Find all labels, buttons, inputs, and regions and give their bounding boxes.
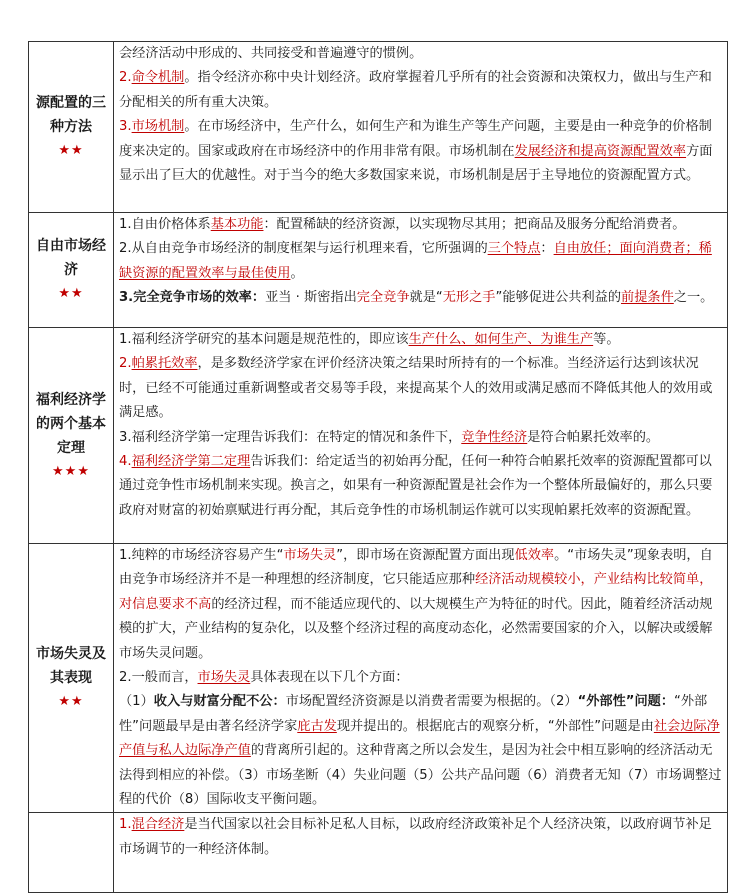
text-run: 。“市场失灵”现象表明，自由竞争市场经济并不是一种理想的经济制度，它只能适应那种: [119, 548, 713, 588]
content-paragraph: [119, 237, 723, 286]
text-run: 2.: [119, 70, 132, 86]
text-run: 市场机制: [131, 119, 185, 135]
topic-title: [32, 234, 110, 282]
text-run: 市场失灵: [197, 670, 251, 686]
topic-title: [32, 642, 110, 690]
text-run: 4.: [119, 454, 132, 470]
content-paragraph: [119, 213, 723, 237]
content-paragraph: [119, 115, 723, 188]
text-run: 方面显示出了巨大的优越性。对于当今的绝大多数国家来说，市场机制是居于主导地位的资源配置方式。: [119, 143, 713, 184]
text-run: 现并提出的。根据庇古的观察分析，“外部性”问题是由: [336, 718, 654, 734]
text-run: 会经济活动中形成的、共同接受和普遍遵守的惯例。: [119, 46, 423, 61]
topic-line: 源配置的三: [36, 95, 106, 111]
text-run: 3.: [119, 119, 132, 135]
notes-table: [28, 41, 728, 893]
importance-stars: ★★: [58, 694, 84, 710]
text-run: 是符合帕累托效率的。: [527, 429, 660, 445]
text-run: ”能够促进公共利益的: [495, 290, 622, 306]
text-run: 具体表现在以下几个方面：: [250, 670, 409, 686]
importance-stars: ★★: [58, 143, 84, 158]
topic-cell: [29, 213, 114, 328]
content-paragraph: [119, 66, 723, 115]
content-cell: [114, 544, 728, 813]
content-paragraph: [119, 544, 723, 666]
text-run: ：: [540, 241, 554, 257]
text-run: 3.完全竞争市场的效率：: [119, 290, 266, 306]
text-run: 3.福利经济学第一定理告诉我们：在特定的情况和条件下，: [119, 429, 462, 445]
topic-cell: [29, 328, 114, 544]
text-run: 自由放任；面向消费者；稀缺资源的配置效率与最佳使用: [119, 241, 712, 281]
content-paragraph: [119, 690, 723, 812]
topic-line: 福利经济学: [36, 391, 106, 408]
text-run: 三个特点: [487, 241, 541, 257]
text-run: ：配置稀缺的经济资源，以实现物尽其用；把商品及服务分配给消费者。: [263, 217, 686, 232]
topic-title: [32, 91, 110, 139]
topic-title: [32, 388, 110, 460]
topic-line: 济: [64, 262, 78, 278]
text-run: 就是“: [409, 290, 443, 306]
text-run: 帕累托效率: [131, 356, 198, 372]
text-run: 经济活动规模较小，产业结构比较简单，对信息要求不高: [119, 572, 713, 612]
text-run: 福利经济学第二定理: [131, 454, 251, 470]
text-run: 混合经济: [131, 817, 185, 833]
text-run: 市场失灵: [283, 548, 337, 563]
text-run: 无形之手: [442, 290, 496, 306]
text-run: 的经济过程，而不能适应现代的、以大规模生产为特征的时代。因此，随着经济活动规模的扩大，产业结构的复杂化，以及整个经济过程的高度动态化，必然需要国家的介入，以解决或缓解市场失灵问题。: [119, 596, 713, 661]
table-row: [29, 544, 728, 813]
text-run: 完全竞争: [356, 290, 410, 306]
text-run: “外部性”问题：: [577, 694, 675, 710]
topic-line: 自由市场经: [36, 238, 106, 254]
content-cell: [114, 42, 728, 213]
text-run: 竞争性经济: [461, 429, 528, 445]
content-paragraph: [119, 42, 723, 66]
importance-stars: ★★★: [52, 463, 90, 479]
text-run: 2.从自由竞争市场经济的制度框架与运行机理来看，它所强调的: [119, 241, 488, 257]
table-row: [29, 328, 728, 544]
text-run: 命令机制: [131, 70, 185, 86]
text-run: 。在市场经济中，生产什么，如何生产和为谁生产等生产问题，主要是由一种竞争的价格制度来决定的。国家或政府在市场经济中的作用非常有限。市场机制在: [119, 119, 712, 159]
text-run: 告诉我们：给定适当的初始再分配，任何一种符合帕累托效率的资源配置都可以通过竞争性市场机制来实现。换言之，如果有一种资源配置是社会作为一个整体所最偏好的，那么只要政府对财富的初始禀赋进行再分配，其后竞争性的市场机制运作就可以实现帕累托效率的资源配置。: [119, 454, 713, 518]
content-paragraph: [119, 352, 723, 425]
text-run: 1.自由价格体系: [119, 217, 211, 232]
content-paragraph: [119, 328, 723, 352]
text-run: 。指令经济亦称中央计划经济。政府掌握着几乎所有的社会资源和决策权力，做出与生产和分配相关的所有重大决策。: [119, 70, 712, 110]
table-row: [29, 813, 728, 893]
topic-line: 市场失灵及: [36, 646, 106, 663]
table-row: [29, 42, 728, 213]
topic-line: 的两个基本: [36, 415, 106, 432]
text-run: 发展经济和提高资源配置效率: [514, 143, 687, 159]
importance-stars: ★★: [58, 286, 84, 301]
text-run: 低效率: [514, 548, 555, 563]
text-run: 前提条件: [621, 290, 674, 306]
topic-line: 定理: [57, 439, 85, 456]
text-run: “外部性”问题最早是由著名经济学家: [119, 694, 708, 734]
content-cell: [114, 328, 728, 544]
text-run: 庇古发: [297, 718, 337, 734]
topic-line: 种方法: [50, 119, 92, 135]
content-paragraph: [119, 813, 723, 862]
text-run: 1.福利经济学研究的基本问题是规范性的，即应该: [119, 332, 409, 347]
text-run: 2.一般而言，: [119, 670, 198, 686]
text-run: 基本功能: [210, 217, 264, 232]
content-cell: [114, 813, 728, 893]
text-run: 1.: [119, 817, 132, 833]
topic-line: 其表现: [50, 670, 92, 687]
text-run: （1）: [119, 694, 154, 710]
text-run: 收入与财富分配不公：: [153, 694, 286, 710]
text-run: 之一。: [673, 290, 714, 306]
text-run: ”，即市场在资源配置方面出现: [336, 548, 515, 563]
content-paragraph: [119, 450, 723, 523]
text-run: 1.纯粹的市场经济容易产生“: [119, 548, 284, 563]
content-cell: [114, 213, 728, 328]
topic-cell: [29, 813, 114, 893]
content-paragraph: [119, 286, 723, 310]
text-run: ，是多数经济学家在评价经济决策之结果时所持有的一个标准。当经济运行达到该状况时，已经不可能通过重新调整或者交易等手段，来提高某个人的效用或满足感而不降低其他人的效用或满足感。: [119, 356, 713, 421]
text-run: 亚当 · 斯密指出: [265, 290, 357, 306]
text-run: 2.: [119, 356, 132, 372]
text-run: 等。: [593, 332, 620, 347]
content-paragraph: [119, 426, 723, 450]
text-run: 市场配置经济资源是以消费者需要为根据的。（2）: [285, 694, 578, 710]
text-run: 。: [290, 265, 304, 281]
text-run: 是当代国家以社会目标补足私人目标，以政府经济政策补足个人经济决策，以政府调节补足市场调节的一种经济体制。: [119, 817, 712, 857]
text-run: 生产什么、如何生产、为谁生产: [408, 332, 594, 347]
text-run: 社会边际净产值与私人边际净产值: [119, 718, 720, 759]
topic-cell: [29, 42, 114, 213]
topic-cell: [29, 544, 114, 813]
table-row: [29, 213, 728, 328]
content-paragraph: [119, 666, 723, 690]
text-run: 的背离所引起的。这种背离之所以会发生，是因为社会中相互影响的经济活动无法得到相应的补偿。（3）市场垄断（4）失业问题（5）公共产品问题（6）消费者无知（7）市场调整过程的代价（8）国际收支平衡问题。: [119, 743, 722, 808]
